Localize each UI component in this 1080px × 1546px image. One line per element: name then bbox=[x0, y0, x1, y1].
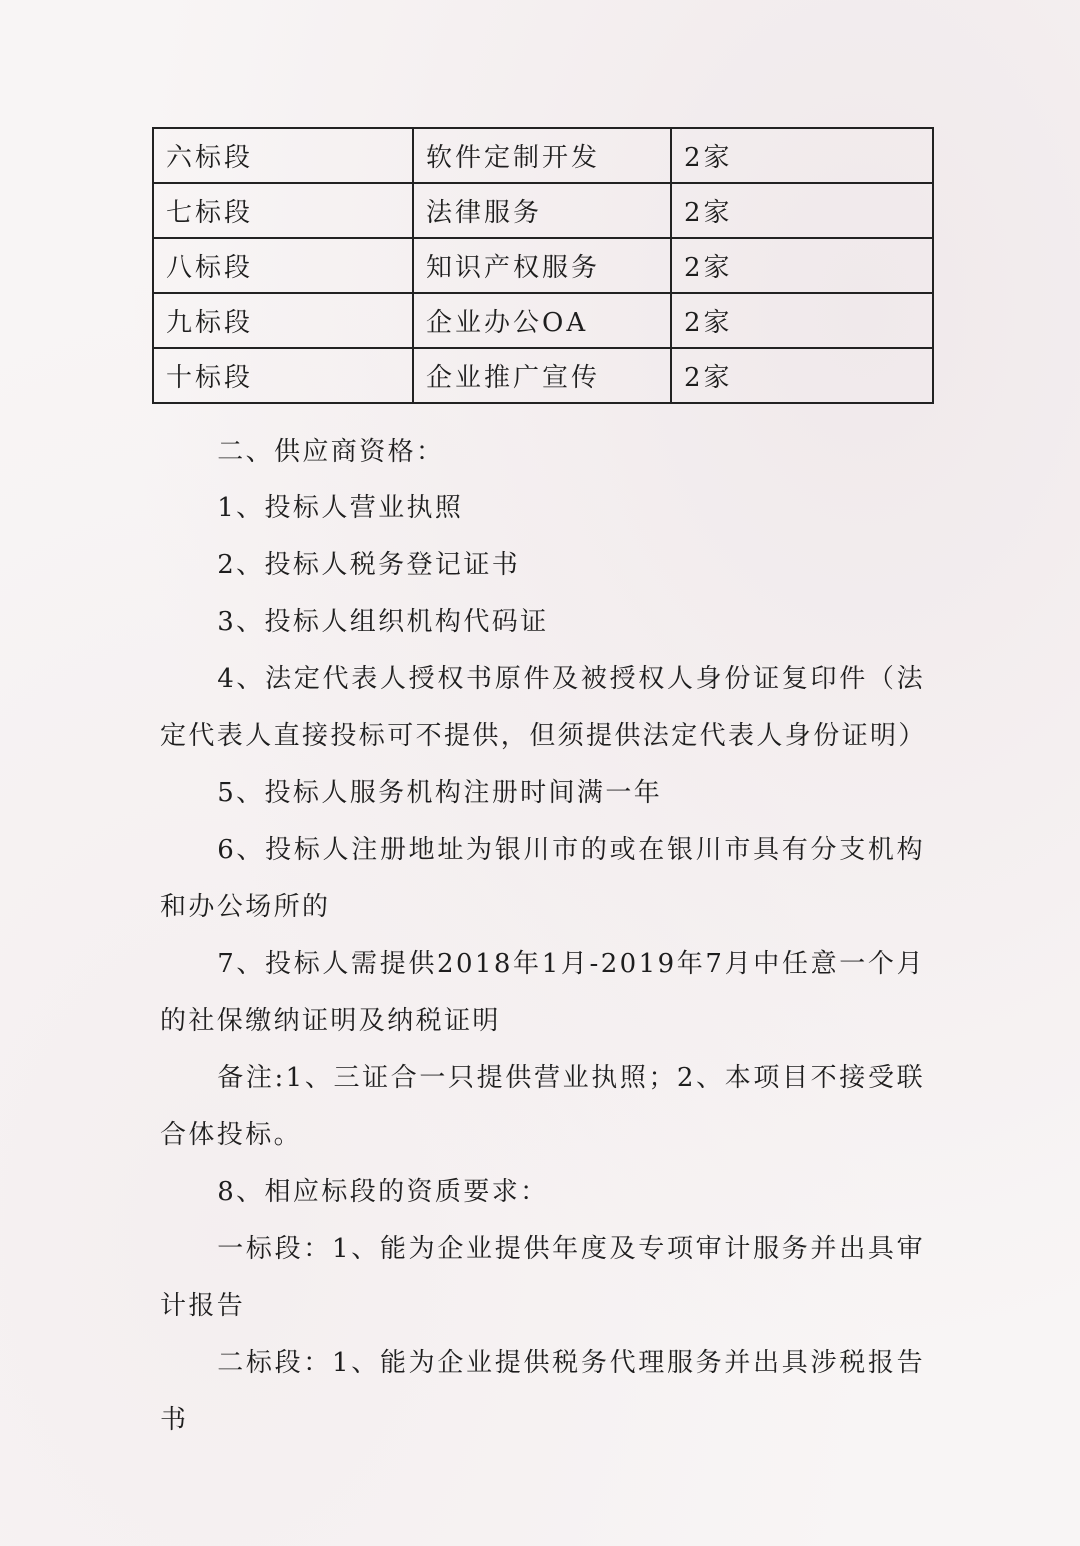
section-cell: 九标段 bbox=[153, 293, 413, 348]
service-cell: 法律服务 bbox=[413, 183, 671, 238]
section-cell: 六标段 bbox=[153, 128, 413, 183]
section-cell: 八标段 bbox=[153, 238, 413, 293]
section-cell: 十标段 bbox=[153, 348, 413, 403]
requirement-item: 7、投标人需提供2018年1月-2019年7月中任意一个月的社保缴纳证明及纳税证明 bbox=[160, 949, 925, 1036]
service-cell: 知识产权服务 bbox=[413, 238, 671, 293]
requirement-item: 2、投标人税务登记证书 bbox=[217, 550, 521, 580]
requirement-item: 3、投标人组织机构代码证 bbox=[217, 607, 549, 637]
count-cell: 2家 bbox=[671, 348, 933, 403]
count-cell: 2家 bbox=[671, 293, 933, 348]
service-cell: 企业推广宣传 bbox=[413, 348, 671, 403]
requirement-item: 1、投标人营业执照 bbox=[217, 493, 464, 523]
qualification-heading: 二、供应商资格： bbox=[217, 437, 445, 467]
requirement-item: 5、投标人服务机构注册时间满一年 bbox=[217, 778, 663, 808]
requirement-item: 6、投标人注册地址为银川市的或在银川市具有分支机构和办公场所的 bbox=[160, 835, 925, 922]
note-paragraph: 备注:1、三证合一只提供营业执照；2、本项目不接受联合体投标。 bbox=[160, 1063, 925, 1150]
sections-table bbox=[152, 127, 934, 404]
table-row bbox=[153, 183, 933, 238]
section-cell: 七标段 bbox=[153, 183, 413, 238]
section-requirement: 一标段：1、能为企业提供年度及专项审计服务并出具审计报告 bbox=[160, 1234, 925, 1321]
service-cell: 软件定制开发 bbox=[413, 128, 671, 183]
table-row bbox=[153, 128, 933, 183]
requirement-item: 8、相应标段的资质要求： bbox=[217, 1177, 549, 1207]
table-row bbox=[153, 293, 933, 348]
count-cell: 2家 bbox=[671, 238, 933, 293]
table-row bbox=[153, 238, 933, 293]
service-cell: 企业办公OA bbox=[413, 293, 671, 348]
count-cell: 2家 bbox=[671, 128, 933, 183]
table-row bbox=[153, 348, 933, 403]
requirement-item: 4、法定代表人授权书原件及被授权人身份证复印件（法定代表人直接投标可不提供，但须提供法定代表人身份证明） bbox=[160, 664, 927, 751]
section-requirement: 二标段：1、能为企业提供税务代理服务并出具涉税报告书 bbox=[160, 1348, 925, 1435]
count-cell: 2家 bbox=[671, 183, 933, 238]
